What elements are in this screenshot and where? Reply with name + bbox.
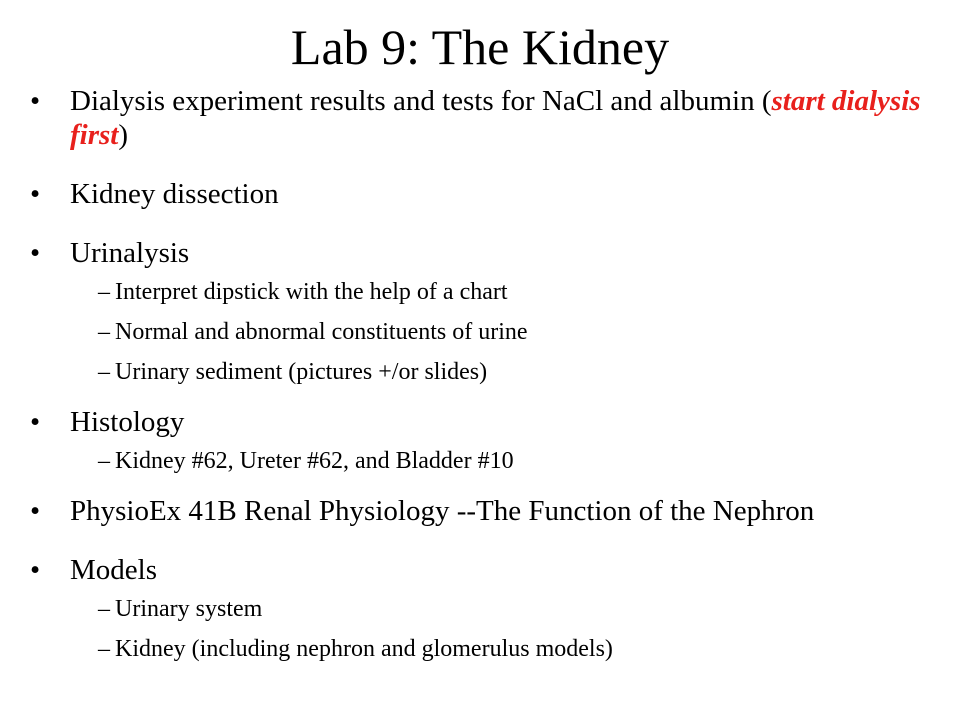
sub-item-kidney-models bbox=[70, 636, 930, 663]
bullet-item-histology bbox=[30, 405, 930, 475]
bullet-text-urinalysis: Urinalysis bbox=[70, 237, 190, 269]
bullet-marker: • bbox=[30, 178, 41, 210]
sub-list-urinalysis bbox=[70, 279, 930, 386]
bullet-item-physioex bbox=[30, 494, 930, 528]
sub-item-dipstick bbox=[70, 279, 930, 306]
bullet-item-dialysis bbox=[30, 84, 930, 152]
sub-item-sediment bbox=[70, 359, 930, 386]
emphasis-start-dialysis-first: start dialysis first bbox=[70, 85, 921, 151]
sub-item-text: Kidney #62, Ureter #62, and Bladder #10 bbox=[115, 448, 514, 474]
bullet-item-models bbox=[30, 553, 930, 663]
bullet-marker: • bbox=[30, 554, 41, 586]
bullet-marker: • bbox=[30, 237, 41, 269]
sub-item-text: Urinary sediment (pictures +/or slides) bbox=[115, 359, 488, 385]
bullet-list bbox=[30, 84, 930, 682]
bullet-text-dialysis-post: ) bbox=[118, 119, 129, 151]
bullet-marker: • bbox=[30, 406, 41, 438]
bullet-text-models: Models bbox=[70, 554, 157, 586]
bullet-marker: • bbox=[30, 85, 41, 117]
bullet-text-kidney-dissection: Kidney dissection bbox=[70, 178, 279, 210]
sub-item-urinary-system bbox=[70, 596, 930, 623]
sub-list-models bbox=[70, 596, 930, 663]
bullet-marker: • bbox=[30, 495, 41, 527]
sub-item-constituents bbox=[70, 319, 930, 346]
sub-list-histology bbox=[70, 448, 930, 475]
bullet-item-urinalysis bbox=[30, 236, 930, 386]
dash-marker: – bbox=[98, 359, 110, 385]
dash-marker: – bbox=[98, 279, 110, 305]
sub-item-slides bbox=[70, 448, 930, 475]
bullet-item-kidney-dissection bbox=[30, 177, 930, 211]
bullet-text-physioex: PhysioEx 41B Renal Physiology --The Function of the Nephron bbox=[70, 495, 815, 527]
bullet-text-dialysis-pre: Dialysis experiment results and tests for NaCl and albumin ( bbox=[70, 85, 772, 117]
slide-title: Lab 9: The Kidney bbox=[290, 19, 670, 75]
sub-item-text: Interpret dipstick with the help of a chart bbox=[115, 279, 508, 305]
dash-marker: – bbox=[98, 319, 110, 345]
sub-item-text: Normal and abnormal constituents of urine bbox=[115, 319, 528, 345]
sub-item-text: Kidney (including nephron and glomerulus models) bbox=[115, 636, 613, 662]
dash-marker: – bbox=[98, 596, 110, 622]
dash-marker: – bbox=[98, 636, 110, 662]
bullet-text-histology: Histology bbox=[70, 406, 185, 438]
sub-item-text: Urinary system bbox=[115, 596, 263, 622]
dash-marker: – bbox=[98, 448, 110, 474]
